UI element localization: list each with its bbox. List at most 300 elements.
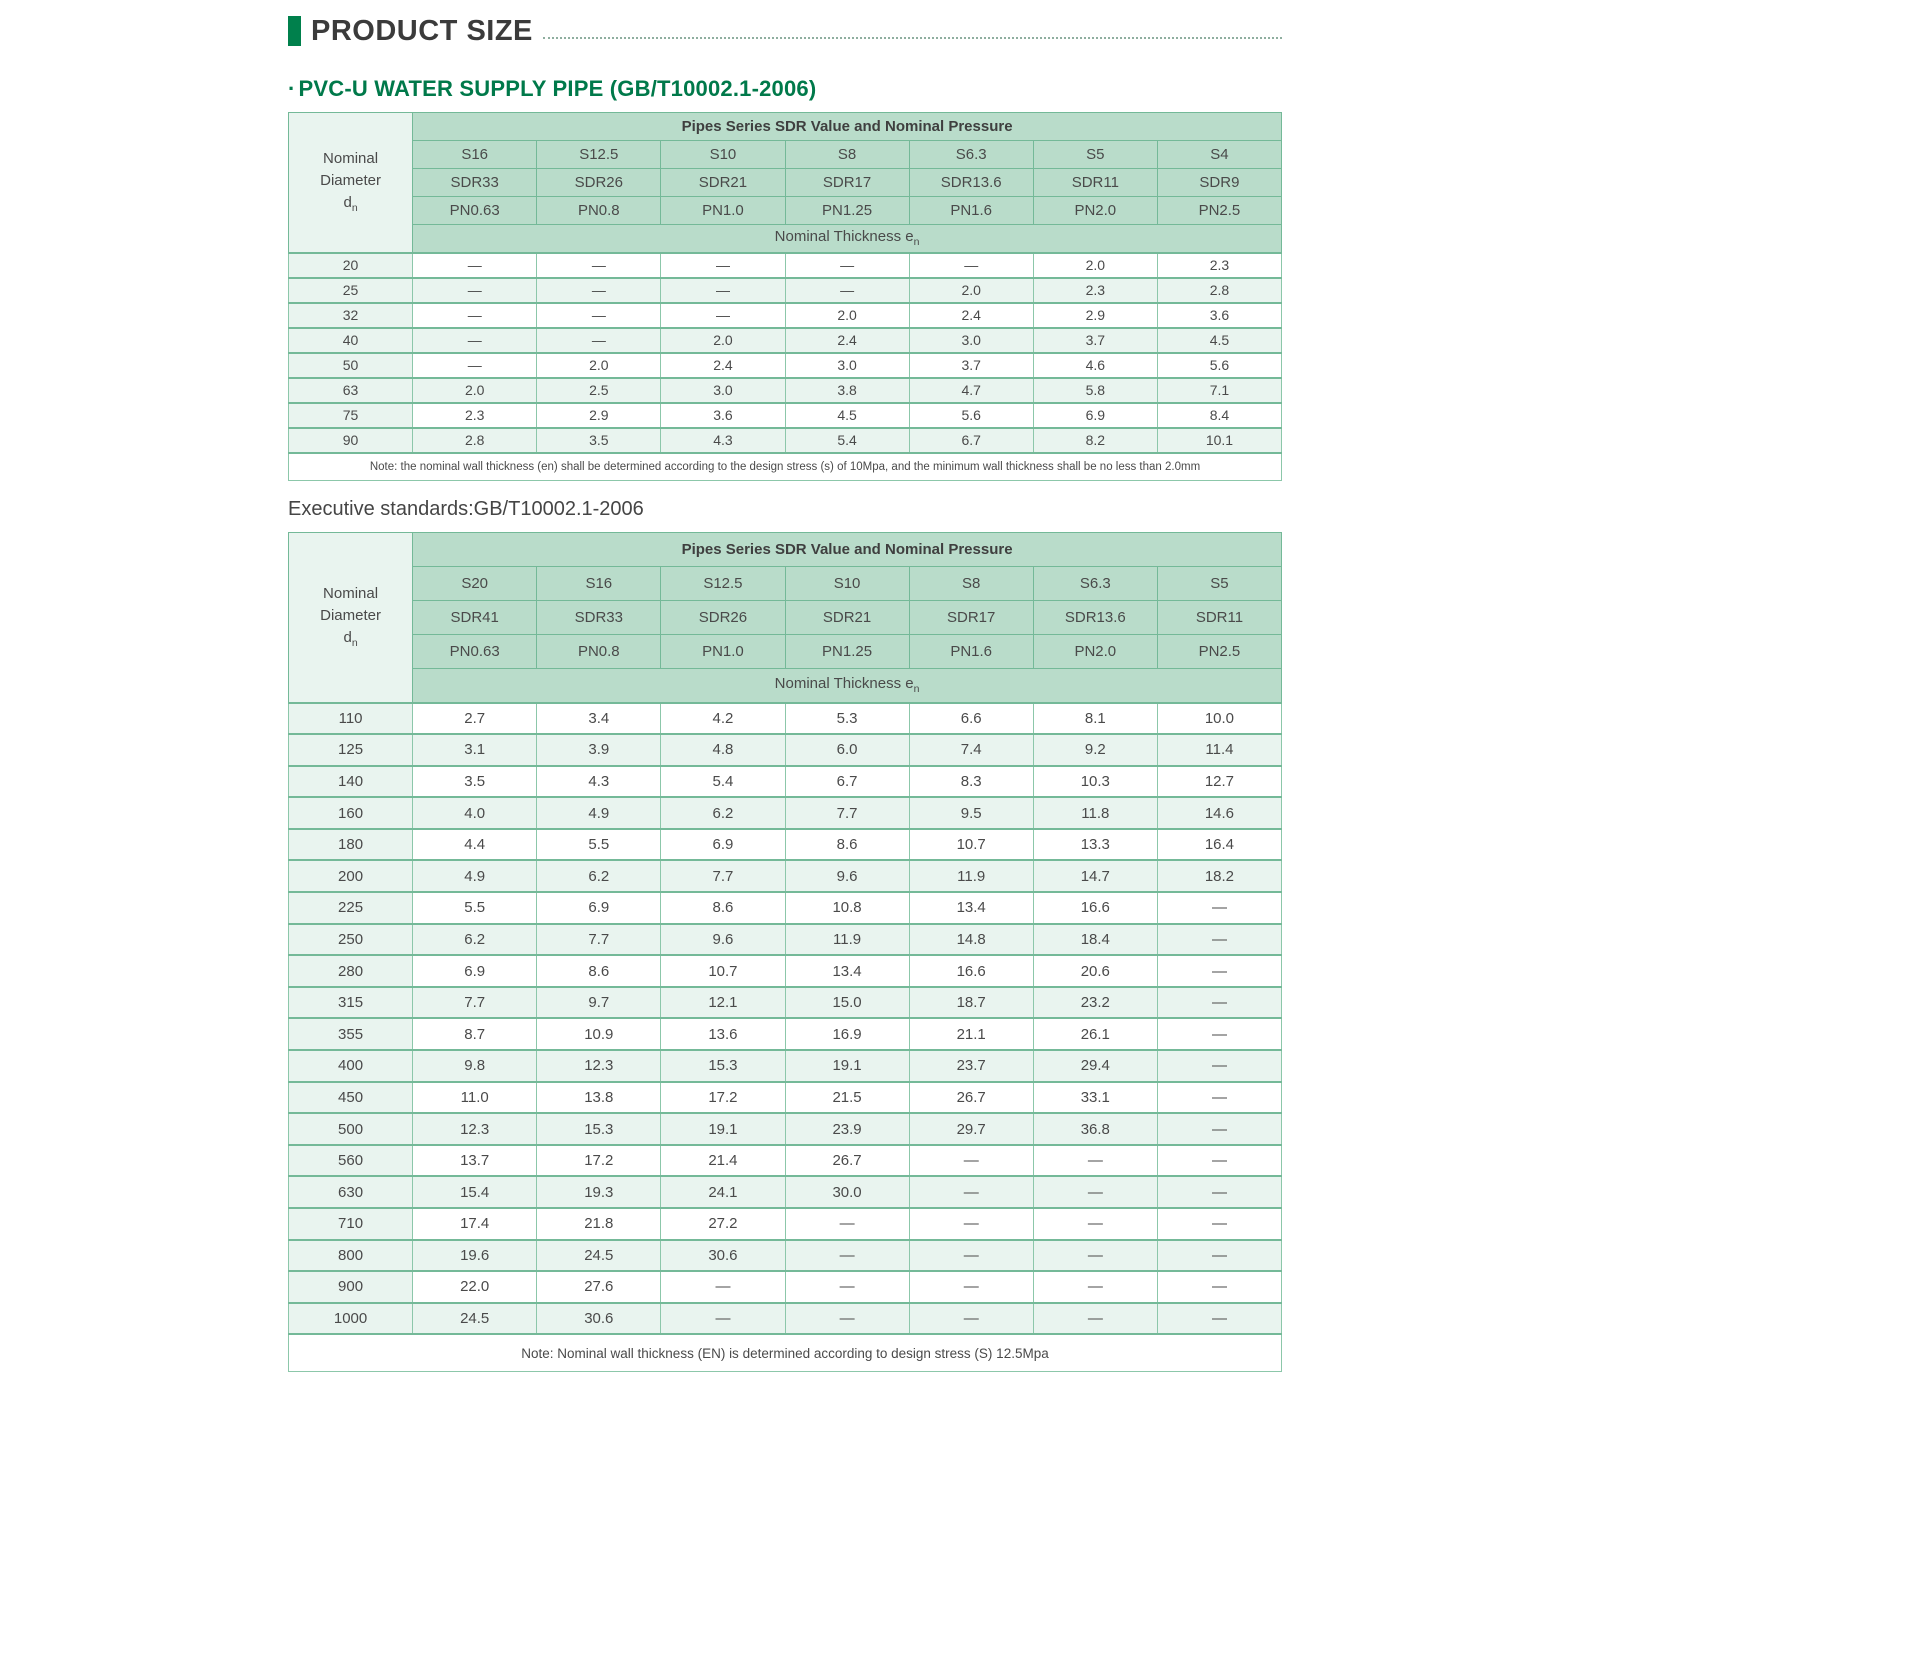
thickness-cell: 9.5: [909, 797, 1033, 829]
diameter-cell: 25: [289, 278, 413, 303]
pn-header: PN1.25: [785, 635, 909, 669]
thickness-cell: 2.3: [1033, 278, 1157, 303]
thickness-cell: —: [1157, 987, 1281, 1019]
diameter-cell: 800: [289, 1240, 413, 1272]
thickness-cell: 16.4: [1157, 829, 1281, 861]
thickness-cell: 9.2: [1033, 734, 1157, 766]
thickness-cell: 18.2: [1157, 860, 1281, 892]
thickness-cell: 15.4: [413, 1176, 537, 1208]
thickness-cell: 5.5: [413, 892, 537, 924]
thickness-cell: 4.9: [413, 860, 537, 892]
thickness-cell: 9.7: [537, 987, 661, 1019]
table-row: [289, 1018, 1282, 1050]
thickness-cell: 4.3: [661, 428, 785, 453]
thickness-cell: 2.3: [413, 403, 537, 428]
table-row: [289, 924, 1282, 956]
thickness-cell: 4.9: [537, 797, 661, 829]
sdr-header: SDR17: [909, 601, 1033, 635]
thickness-cell: —: [1033, 1303, 1157, 1335]
thickness-cell: —: [785, 1271, 909, 1303]
thickness-cell: 5.4: [661, 766, 785, 798]
thickness-cell: 29.4: [1033, 1050, 1157, 1082]
thickness-cell: 10.9: [537, 1018, 661, 1050]
thickness-cell: 7.7: [537, 924, 661, 956]
thickness-cell: 2.0: [785, 303, 909, 328]
thickness-cell: 27.6: [537, 1271, 661, 1303]
thickness-cell: —: [1157, 1050, 1281, 1082]
series-header: S4: [1157, 141, 1281, 169]
thickness-cell: 26.7: [785, 1145, 909, 1177]
thickness-cell: 3.4: [537, 703, 661, 735]
diameter-cell: 63: [289, 378, 413, 403]
thickness-cell: —: [1157, 892, 1281, 924]
thickness-cell: 33.1: [1033, 1082, 1157, 1114]
thickness-cell: 13.6: [661, 1018, 785, 1050]
thickness-cell: —: [1157, 1113, 1281, 1145]
diameter-cell: 630: [289, 1176, 413, 1208]
thickness-cell: —: [909, 253, 1033, 278]
thickness-cell: 2.8: [1157, 278, 1281, 303]
series-header: S5: [1157, 567, 1281, 601]
thickness-cell: 19.1: [785, 1050, 909, 1082]
thickness-cell: —: [413, 328, 537, 353]
diameter-cell: 400: [289, 1050, 413, 1082]
thickness-cell: 26.1: [1033, 1018, 1157, 1050]
thickness-cell: —: [537, 253, 661, 278]
thickness-cell: —: [1157, 1303, 1281, 1335]
thickness-cell: 18.7: [909, 987, 1033, 1019]
diameter-cell: 225: [289, 892, 413, 924]
thickness-cell: 9.6: [785, 860, 909, 892]
thickness-cell: 21.1: [909, 1018, 1033, 1050]
product-title: [288, 76, 1282, 102]
thickness-cell: 26.7: [909, 1082, 1033, 1114]
nominal-diameter-header: Nominal Diameter $d_n$: [289, 113, 413, 253]
thickness-cell: 2.9: [537, 403, 661, 428]
sdr-header: SDR9: [1157, 169, 1281, 197]
thickness-cell: 2.4: [661, 353, 785, 378]
series-header: S16: [537, 567, 661, 601]
thickness-cell: 6.2: [537, 860, 661, 892]
thickness-cell: 4.3: [537, 766, 661, 798]
pn-header: PN0.63: [413, 635, 537, 669]
thickness-cell: 12.3: [537, 1050, 661, 1082]
thickness-cell: 3.7: [909, 353, 1033, 378]
thickness-cell: 17.2: [661, 1082, 785, 1114]
thickness-cell: 24.5: [537, 1240, 661, 1272]
thickness-cell: 8.6: [661, 892, 785, 924]
thickness-cell: 30.0: [785, 1176, 909, 1208]
thickness-cell: —: [537, 278, 661, 303]
note-row: [289, 453, 1282, 481]
thickness-cell: 21.4: [661, 1145, 785, 1177]
dotted-leader-line: [543, 23, 1282, 39]
thickness-cell: 2.9: [1033, 303, 1157, 328]
thickness-cell: 16.6: [1033, 892, 1157, 924]
thickness-cell: 2.4: [785, 328, 909, 353]
diameter-cell: 180: [289, 829, 413, 861]
thickness-cell: 12.3: [413, 1113, 537, 1145]
section-header: [288, 12, 1282, 50]
sdr-header: SDR17: [785, 169, 909, 197]
thickness-cell: 11.9: [785, 924, 909, 956]
thickness-cell: 13.8: [537, 1082, 661, 1114]
thickness-cell: 2.7: [413, 703, 537, 735]
thickness-cell: —: [413, 353, 537, 378]
thickness-cell: 3.1: [413, 734, 537, 766]
diameter-cell: 90: [289, 428, 413, 453]
thickness-cell: 7.1: [1157, 378, 1281, 403]
thickness-cell: —: [909, 1208, 1033, 1240]
table-row: [289, 1240, 1282, 1272]
thickness-cell: —: [909, 1240, 1033, 1272]
thickness-cell: 4.4: [413, 829, 537, 861]
table-row: [289, 378, 1282, 403]
thickness-cell: 4.6: [1033, 353, 1157, 378]
thickness-cell: —: [537, 328, 661, 353]
thickness-cell: —: [1157, 924, 1281, 956]
note-row: [289, 1334, 1282, 1371]
thickness-cell: —: [1157, 1082, 1281, 1114]
thickness-cell: —: [1157, 1176, 1281, 1208]
pvc-pipe-size-table-1: [288, 112, 1282, 481]
thickness-cell: 3.0: [661, 378, 785, 403]
table-row: [289, 703, 1282, 735]
thickness-cell: 6.6: [909, 703, 1033, 735]
nominal-thickness-header: Nominal Thickness $e_n$: [413, 669, 1282, 703]
sdr-header: SDR33: [413, 169, 537, 197]
thickness-cell: 14.8: [909, 924, 1033, 956]
thickness-cell: 2.3: [1157, 253, 1281, 278]
thickness-cell: 10.7: [661, 955, 785, 987]
thickness-cell: 5.3: [785, 703, 909, 735]
thickness-cell: —: [909, 1303, 1033, 1335]
series-header: S10: [661, 141, 785, 169]
thickness-cell: 7.7: [661, 860, 785, 892]
thickness-cell: —: [1157, 1208, 1281, 1240]
thickness-cell: 10.0: [1157, 703, 1281, 735]
thickness-cell: —: [1157, 1240, 1281, 1272]
sdr-header: SDR33: [537, 601, 661, 635]
thickness-cell: 10.3: [1033, 766, 1157, 798]
thickness-cell: 5.4: [785, 428, 909, 453]
thickness-cell: 13.4: [909, 892, 1033, 924]
thickness-cell: 2.5: [537, 378, 661, 403]
pn-header: PN1.6: [909, 197, 1033, 225]
table-row: [289, 278, 1282, 303]
table-row: [289, 353, 1282, 378]
table-row: [289, 253, 1282, 278]
diameter-cell: 32: [289, 303, 413, 328]
diameter-cell: 560: [289, 1145, 413, 1177]
thickness-cell: 4.2: [661, 703, 785, 735]
series-header: S20: [413, 567, 537, 601]
table-note: Note: the nominal wall thickness (en) shall be determined according to the design stress (s) of 10Mpa, and the minimum wall thickness shall be no less than 2.0mm: [289, 453, 1282, 481]
thickness-cell: 8.6: [537, 955, 661, 987]
diameter-cell: 710: [289, 1208, 413, 1240]
diameter-cell: 140: [289, 766, 413, 798]
thickness-cell: 11.4: [1157, 734, 1281, 766]
thickness-cell: 3.5: [413, 766, 537, 798]
thickness-cell: 14.6: [1157, 797, 1281, 829]
thickness-cell: 13.3: [1033, 829, 1157, 861]
thickness-cell: 23.9: [785, 1113, 909, 1145]
thickness-cell: 14.7: [1033, 860, 1157, 892]
thickness-cell: —: [413, 253, 537, 278]
thickness-cell: 11.9: [909, 860, 1033, 892]
series-header: S8: [909, 567, 1033, 601]
diameter-cell: 20: [289, 253, 413, 278]
thickness-cell: —: [1033, 1176, 1157, 1208]
thickness-cell: 8.4: [1157, 403, 1281, 428]
thickness-cell: 21.5: [785, 1082, 909, 1114]
pn-header: PN0.8: [537, 197, 661, 225]
series-header: S5: [1033, 141, 1157, 169]
thickness-cell: 2.4: [909, 303, 1033, 328]
thickness-cell: 8.3: [909, 766, 1033, 798]
thickness-cell: 5.6: [909, 403, 1033, 428]
diameter-cell: 160: [289, 797, 413, 829]
thickness-cell: 30.6: [661, 1240, 785, 1272]
thickness-cell: 17.4: [413, 1208, 537, 1240]
thickness-cell: 7.7: [785, 797, 909, 829]
thickness-cell: —: [1157, 955, 1281, 987]
thickness-cell: —: [1157, 1271, 1281, 1303]
table-row: [289, 1082, 1282, 1114]
thickness-cell: 3.7: [1033, 328, 1157, 353]
thickness-cell: 6.2: [661, 797, 785, 829]
diameter-cell: 50: [289, 353, 413, 378]
thickness-cell: —: [785, 1208, 909, 1240]
nominal-thickness-header: Nominal Thickness $e_n$: [413, 225, 1282, 253]
thickness-cell: —: [661, 278, 785, 303]
pn-header: PN1.0: [661, 635, 785, 669]
thickness-cell: 7.7: [413, 987, 537, 1019]
thickness-cell: 3.8: [785, 378, 909, 403]
page-content: [288, 12, 1282, 1372]
thickness-cell: —: [661, 253, 785, 278]
thickness-cell: 9.6: [661, 924, 785, 956]
section-accent-bar: [288, 16, 301, 46]
thickness-cell: —: [413, 303, 537, 328]
thickness-cell: —: [1157, 1018, 1281, 1050]
thickness-cell: 20.6: [1033, 955, 1157, 987]
thickness-cell: —: [1157, 1145, 1281, 1177]
thickness-cell: 19.6: [413, 1240, 537, 1272]
pn-header: PN1.0: [661, 197, 785, 225]
pn-header: PN0.63: [413, 197, 537, 225]
series-header: S8: [785, 141, 909, 169]
thickness-cell: —: [909, 1176, 1033, 1208]
table-header-title: Pipes Series SDR Value and Nominal Pressure: [413, 533, 1282, 567]
thickness-cell: —: [1033, 1271, 1157, 1303]
series-header: S10: [785, 567, 909, 601]
thickness-cell: 30.6: [537, 1303, 661, 1335]
thickness-cell: 13.4: [785, 955, 909, 987]
thickness-cell: —: [1033, 1208, 1157, 1240]
thickness-cell: 4.5: [1157, 328, 1281, 353]
title-bullet: ·: [288, 76, 296, 101]
thickness-cell: 19.3: [537, 1176, 661, 1208]
thickness-cell: 24.1: [661, 1176, 785, 1208]
thickness-cell: 16.6: [909, 955, 1033, 987]
thickness-cell: 3.6: [661, 403, 785, 428]
thickness-cell: 11.0: [413, 1082, 537, 1114]
diameter-cell: 450: [289, 1082, 413, 1114]
table-row: [289, 403, 1282, 428]
table-row: [289, 987, 1282, 1019]
thickness-cell: —: [785, 1240, 909, 1272]
thickness-cell: 3.5: [537, 428, 661, 453]
thickness-cell: —: [661, 1303, 785, 1335]
table-row: [289, 1208, 1282, 1240]
sdr-header: SDR13.6: [1033, 601, 1157, 635]
thickness-cell: 36.8: [1033, 1113, 1157, 1145]
sdr-header: SDR11: [1157, 601, 1281, 635]
nominal-diameter-header: Nominal Diameter $d_n$: [289, 533, 413, 703]
thickness-cell: 8.1: [1033, 703, 1157, 735]
table-row: [289, 892, 1282, 924]
thickness-cell: 3.6: [1157, 303, 1281, 328]
thickness-cell: —: [909, 1145, 1033, 1177]
thickness-cell: 11.8: [1033, 797, 1157, 829]
sdr-header: SDR26: [537, 169, 661, 197]
thickness-cell: 8.6: [785, 829, 909, 861]
section-title: PRODUCT SIZE: [311, 14, 533, 47]
thickness-cell: 4.7: [909, 378, 1033, 403]
thickness-cell: 2.0: [909, 278, 1033, 303]
table-row: [289, 860, 1282, 892]
series-header: S6.3: [909, 141, 1033, 169]
thickness-cell: 22.0: [413, 1271, 537, 1303]
executive-standard: Executive standards:GB/T10002.1-2006: [288, 498, 644, 520]
table-row: [289, 766, 1282, 798]
thickness-cell: —: [413, 278, 537, 303]
thickness-cell: 27.2: [661, 1208, 785, 1240]
diameter-cell: 1000: [289, 1303, 413, 1335]
table-row: [289, 1113, 1282, 1145]
pn-header: PN2.0: [1033, 197, 1157, 225]
thickness-cell: 10.8: [785, 892, 909, 924]
thickness-cell: 15.3: [661, 1050, 785, 1082]
table-header-title: Pipes Series SDR Value and Nominal Pressure: [413, 113, 1282, 141]
thickness-cell: 6.9: [1033, 403, 1157, 428]
pn-header: PN2.0: [1033, 635, 1157, 669]
series-header: S12.5: [537, 141, 661, 169]
table-row: [289, 734, 1282, 766]
thickness-cell: 2.0: [661, 328, 785, 353]
thickness-cell: 10.1: [1157, 428, 1281, 453]
thickness-cell: 5.5: [537, 829, 661, 861]
sdr-header: SDR21: [661, 169, 785, 197]
thickness-cell: 2.8: [413, 428, 537, 453]
diameter-cell: 125: [289, 734, 413, 766]
table-row: [289, 797, 1282, 829]
thickness-cell: 13.7: [413, 1145, 537, 1177]
thickness-cell: —: [1033, 1240, 1157, 1272]
thickness-cell: —: [661, 303, 785, 328]
thickness-cell: 6.7: [785, 766, 909, 798]
table-row: [289, 955, 1282, 987]
thickness-cell: —: [909, 1271, 1033, 1303]
thickness-cell: —: [785, 278, 909, 303]
pn-header: PN2.5: [1157, 635, 1281, 669]
sdr-header: SDR21: [785, 601, 909, 635]
table-note: Note: Nominal wall thickness (EN) is determined according to design stress (S) 12.5Mpa: [289, 1334, 1282, 1371]
thickness-cell: 6.7: [909, 428, 1033, 453]
table-row: [289, 303, 1282, 328]
thickness-cell: 17.2: [537, 1145, 661, 1177]
pn-header: PN0.8: [537, 635, 661, 669]
diameter-cell: 280: [289, 955, 413, 987]
thickness-cell: 6.9: [537, 892, 661, 924]
thickness-cell: 21.8: [537, 1208, 661, 1240]
sdr-header: SDR11: [1033, 169, 1157, 197]
thickness-cell: 19.1: [661, 1113, 785, 1145]
diameter-cell: 250: [289, 924, 413, 956]
diameter-cell: 200: [289, 860, 413, 892]
thickness-cell: 16.9: [785, 1018, 909, 1050]
table-row: [289, 1176, 1282, 1208]
thickness-cell: 15.3: [537, 1113, 661, 1145]
thickness-cell: —: [785, 253, 909, 278]
table-row: [289, 428, 1282, 453]
diameter-cell: 900: [289, 1271, 413, 1303]
thickness-cell: 4.5: [785, 403, 909, 428]
diameter-cell: 40: [289, 328, 413, 353]
thickness-cell: 15.0: [785, 987, 909, 1019]
pn-header: PN1.6: [909, 635, 1033, 669]
thickness-cell: 5.8: [1033, 378, 1157, 403]
table-row: [289, 1145, 1282, 1177]
thickness-cell: 6.9: [661, 829, 785, 861]
table-row: [289, 829, 1282, 861]
thickness-cell: 23.2: [1033, 987, 1157, 1019]
thickness-cell: 7.4: [909, 734, 1033, 766]
thickness-cell: 24.5: [413, 1303, 537, 1335]
thickness-cell: 6.2: [413, 924, 537, 956]
series-header: S6.3: [1033, 567, 1157, 601]
table-row: [289, 1271, 1282, 1303]
sdr-header: SDR41: [413, 601, 537, 635]
thickness-cell: 29.7: [909, 1113, 1033, 1145]
pn-header: PN2.5: [1157, 197, 1281, 225]
diameter-cell: 110: [289, 703, 413, 735]
thickness-cell: —: [537, 303, 661, 328]
thickness-cell: 6.0: [785, 734, 909, 766]
thickness-cell: —: [1033, 1145, 1157, 1177]
diameter-cell: 315: [289, 987, 413, 1019]
thickness-cell: 2.0: [1033, 253, 1157, 278]
diameter-cell: 500: [289, 1113, 413, 1145]
table-row: [289, 1303, 1282, 1335]
thickness-cell: 2.0: [537, 353, 661, 378]
thickness-cell: 8.7: [413, 1018, 537, 1050]
thickness-cell: 8.2: [1033, 428, 1157, 453]
table-row: [289, 1050, 1282, 1082]
thickness-cell: 6.9: [413, 955, 537, 987]
thickness-cell: —: [661, 1271, 785, 1303]
series-header: S16: [413, 141, 537, 169]
thickness-cell: 3.0: [785, 353, 909, 378]
thickness-cell: 2.0: [413, 378, 537, 403]
sdr-header: SDR26: [661, 601, 785, 635]
product-title-text: PVC-U WATER SUPPLY PIPE (GB/T10002.1-2006): [298, 76, 817, 101]
pvc-pipe-size-table-2: [288, 532, 1282, 1372]
sdr-header: SDR13.6: [909, 169, 1033, 197]
table-row: [289, 328, 1282, 353]
thickness-cell: 3.0: [909, 328, 1033, 353]
